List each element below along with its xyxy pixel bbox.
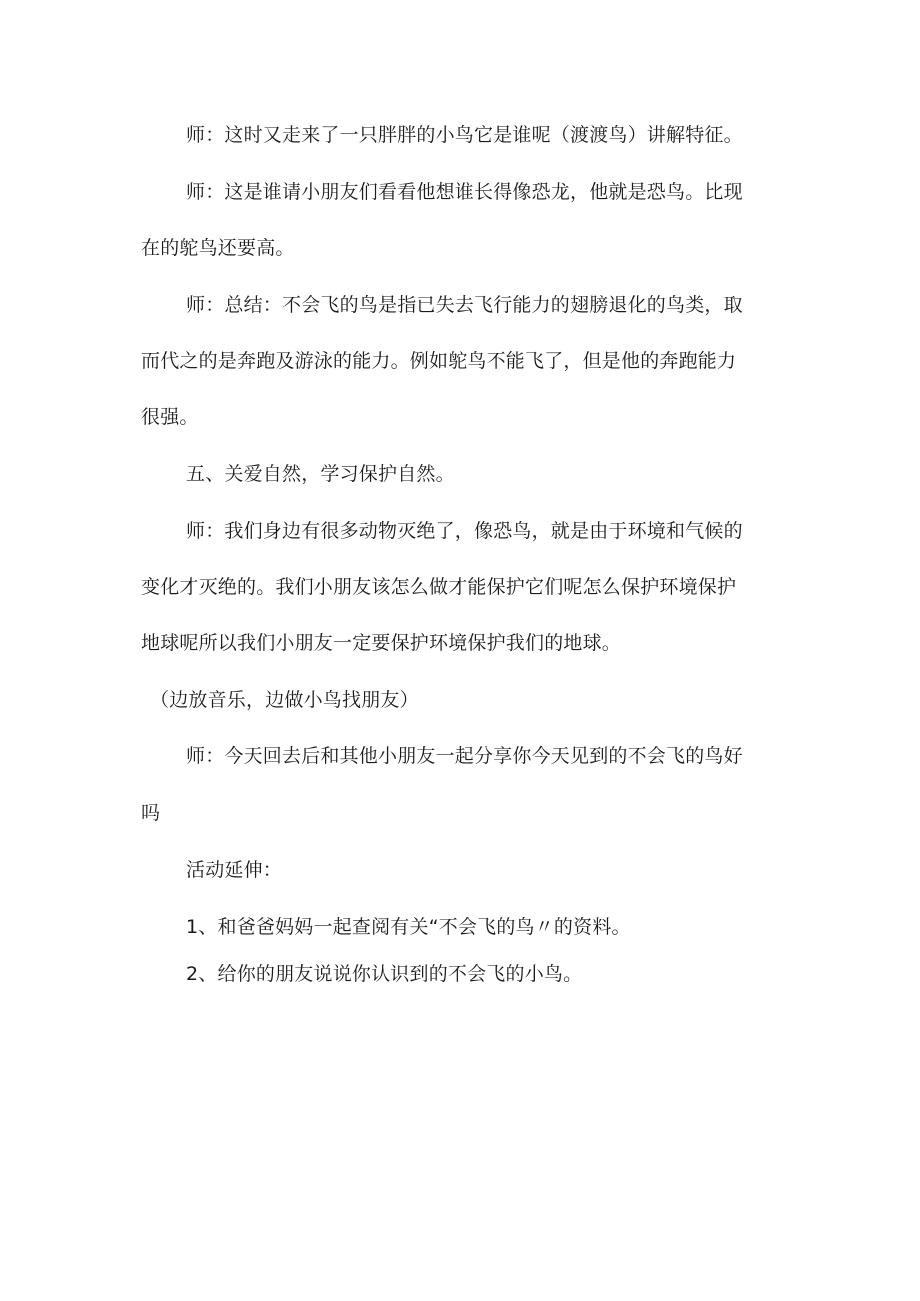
section-heading: 活动延伸： <box>186 859 283 881</box>
paragraph-line: 师：这时又走来了一只胖胖的小鸟它是谁呢（渡渡鸟）讲解特征。 <box>186 124 743 146</box>
paragraph-line: 师：总结：不会飞的鸟是指已失去飞行能力的翅膀退化的鸟类，取 <box>186 294 743 316</box>
paragraph-line: 师：今天回去后和其他小朋友一起分享你今天见到的不会飞的鸟好 <box>186 745 743 767</box>
list-item: 2、给你的朋友说说你认识到的不会飞的小鸟。 <box>186 963 583 985</box>
paragraph-line: 地球呢所以我们小朋友一定要保护环境保护我们的地球。 <box>141 632 622 654</box>
paragraph-line: 在的鸵鸟还要高。 <box>141 237 295 259</box>
stage-direction: （边放音乐，边做小鸟找朋友） <box>150 689 419 711</box>
list-item: 1、和爸爸妈妈一起查阅有关“不会飞的鸟〃的资料。 <box>186 916 631 938</box>
section-heading: 五、关爱自然，学习保护自然。 <box>186 463 455 485</box>
paragraph-line: 师：这是谁请小朋友们看看他想谁长得像恐龙，他就是恐鸟。比现 <box>186 181 743 203</box>
paragraph-line: 吗 <box>141 802 161 824</box>
paragraph-line: 很强。 <box>141 406 199 428</box>
paragraph-line: 而代之的是奔跑及游泳的能力。例如鸵鸟不能飞了，但是他的奔跑能力 <box>141 350 737 372</box>
paragraph-line: 变化才灭绝的。我们小朋友该怎么做才能保护它们呢怎么保护环境保护 <box>141 576 737 598</box>
paragraph-line: 师：我们身边有很多动物灭绝了，像恐鸟，就是由于环境和气候的 <box>186 520 743 542</box>
